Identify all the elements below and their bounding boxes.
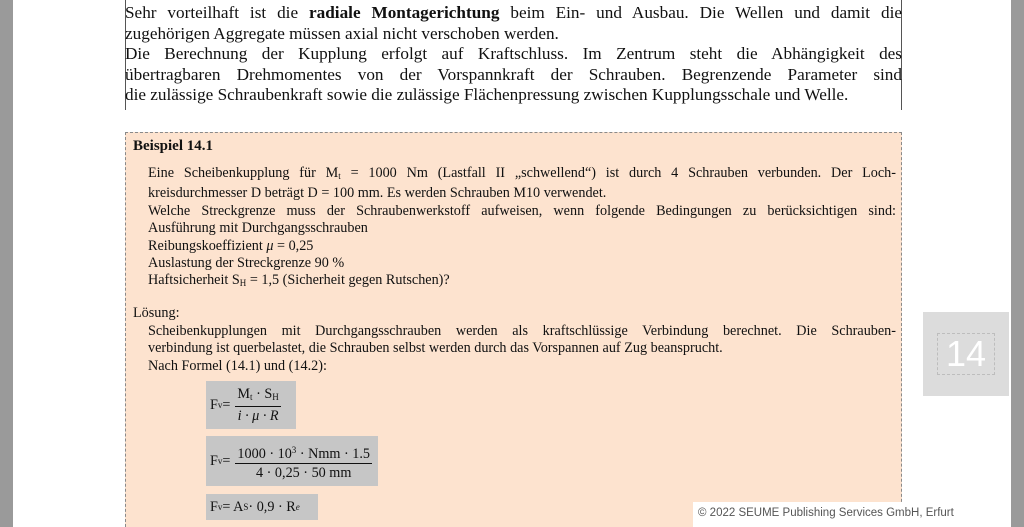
formula-fv-area: F v = A S · 0,9 · R e [206,494,318,520]
left-border-band [0,0,13,527]
formula-fv-numeric: F v = $\frac{1000 \cdot 10^3 \cdot Nmm \cdot 1.5}{4 \cdot 0,25 \cdot 50 mm}$ [206,436,378,486]
solution-line: Scheibenkupplungen mit Durchgangsschrauben werden als kraftschlüssige Verbindung berechnet. Die Schrauben- [148,323,896,339]
fraction [235,386,280,424]
example-line: Welche Streckgrenze muss der Schraubenwerkstoff aufweisen, wenn folgende Bedingungen zu berücksichtigen sind: [148,202,896,219]
solution-label: Lösung: [133,305,180,321]
example-line: Ausführung mit Durchgangsschrauben [148,220,368,237]
chapter-number: 14 [937,333,995,375]
fraction-numerator: $M_t \cdot S_H$ [235,386,280,407]
fraction-denominator: 4 · 0,25 · 50 mm [256,464,352,481]
example-box [125,132,902,527]
fraction [235,442,372,481]
example-line: kreisdurchmesser D beträgt D = 100 mm. Es werden Schrauben M10 verwendet. [148,185,607,202]
intro-line: die zulässige Schraubenkraft sowie die zulässige Flächenpressung zwischen Kupplungsschale und Welle. [125,85,849,104]
example-line: Auslastung der Streckgrenze 90 % [148,255,345,272]
fraction-denominator: i · μ · R [237,408,279,424]
formula-fv-symbolic: F v = $\frac{M_t \cdot S_H}{i \cdot \mu \cdot R}$ [206,381,296,429]
fraction-numerator: $1000 \cdot 10^3$ · Nmm · 1.5 [235,442,372,464]
example-line: Eine Scheibenkupplung für $M_t = 1000$ Nm (Lastfall II „schwellend“) ist durch 4 Schrauben verbunden. Der Loch- [148,165,896,181]
bold-term: radiale Montagerichtung [309,3,500,22]
example-line: Reibungskoeffizient μ = 0,25 [148,237,314,254]
solution-line: Nach Formel (14.1) und (14.2): [148,357,327,374]
chapter-tab[interactable] [923,312,1009,396]
right-border-band [1011,0,1024,527]
intro-line: zugehörigen Aggregate müssen axial nicht verschoben werden. [125,23,559,43]
example-statement [148,165,896,293]
intro-line: Die Berechnung der Kupplung erfolgt auf Kraftschluss. Im Zentrum steht die Abhängigkeit des [125,44,902,63]
intro-line: übertragbaren Drehmomentes von der Vorspannkraft der Schrauben. Begrenzende Parameter sind [125,64,902,84]
intro-line: Sehr vorteilhaft ist die radiale Montagerichtung beim Ein- und Ausbau. Die Wellen und damit die [125,3,902,22]
copyright-notice: © 2022 SEUME Publishing Services GmbH, Erfurt [693,502,979,527]
intro-text [125,3,902,106]
example-line: Haftsicherheit $S_H = 1,5$ (Sicherheit gegen Rutschen)? [148,272,450,289]
solution-line: verbindung ist querbelastet, die Schrauben selbst werden durch das Vorspannen auf Zug beansprucht. [148,340,723,357]
document-page [125,0,902,527]
example-title: Beispiel 14.1 [133,138,214,154]
solution-text [148,323,896,375]
